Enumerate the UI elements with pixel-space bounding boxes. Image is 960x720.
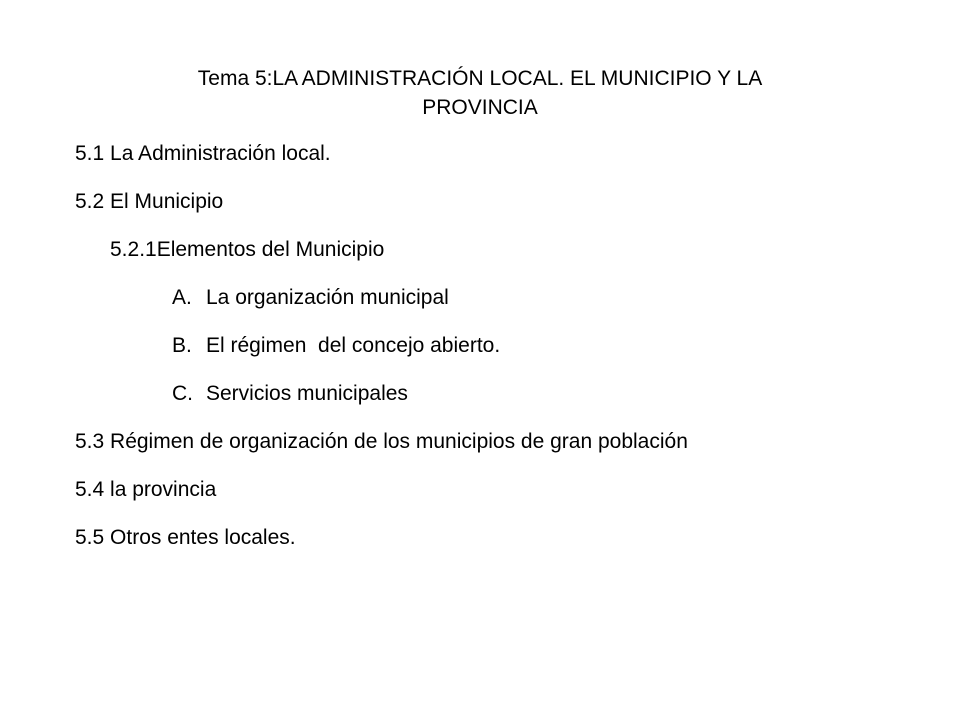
outline-subitem-c-text: Servicios municipales (206, 382, 408, 405)
outline-item-5-2: 5.2 El Municipio (75, 190, 224, 213)
outline-subitem-a-text: La organización municipal (206, 286, 449, 309)
outline-subitem-c-marker: C. (172, 382, 193, 405)
outline-subitem-b (172, 322, 500, 370)
slide-title-line-1: Tema 5:LA ADMINISTRACIÓN LOCAL. EL MUNICIPIO Y LA (197, 67, 763, 90)
outline-subitem-a (172, 274, 449, 322)
outline-item-5-4: 5.4 la provincia (75, 478, 217, 501)
outline-subitem-a-marker: A. (172, 286, 192, 309)
outline-subitem-b-marker: B. (172, 334, 192, 357)
outline-item-5-1: 5.1 La Administración local. (75, 142, 331, 165)
outline-subitem-b-text: El régimen del concejo abierto. (206, 334, 501, 357)
slide-title-line-2: PROVINCIA (422, 96, 538, 119)
outline-item-5-2-1: 5.2.1Elementos del Municipio (110, 238, 385, 261)
slide-title (0, 64, 960, 122)
outline-item-5-3: 5.3 Régimen de organización de los municipios de gran población (75, 430, 688, 453)
outline-subitem-c (172, 370, 408, 418)
outline-item-5-5: 5.5 Otros entes locales. (75, 526, 296, 549)
